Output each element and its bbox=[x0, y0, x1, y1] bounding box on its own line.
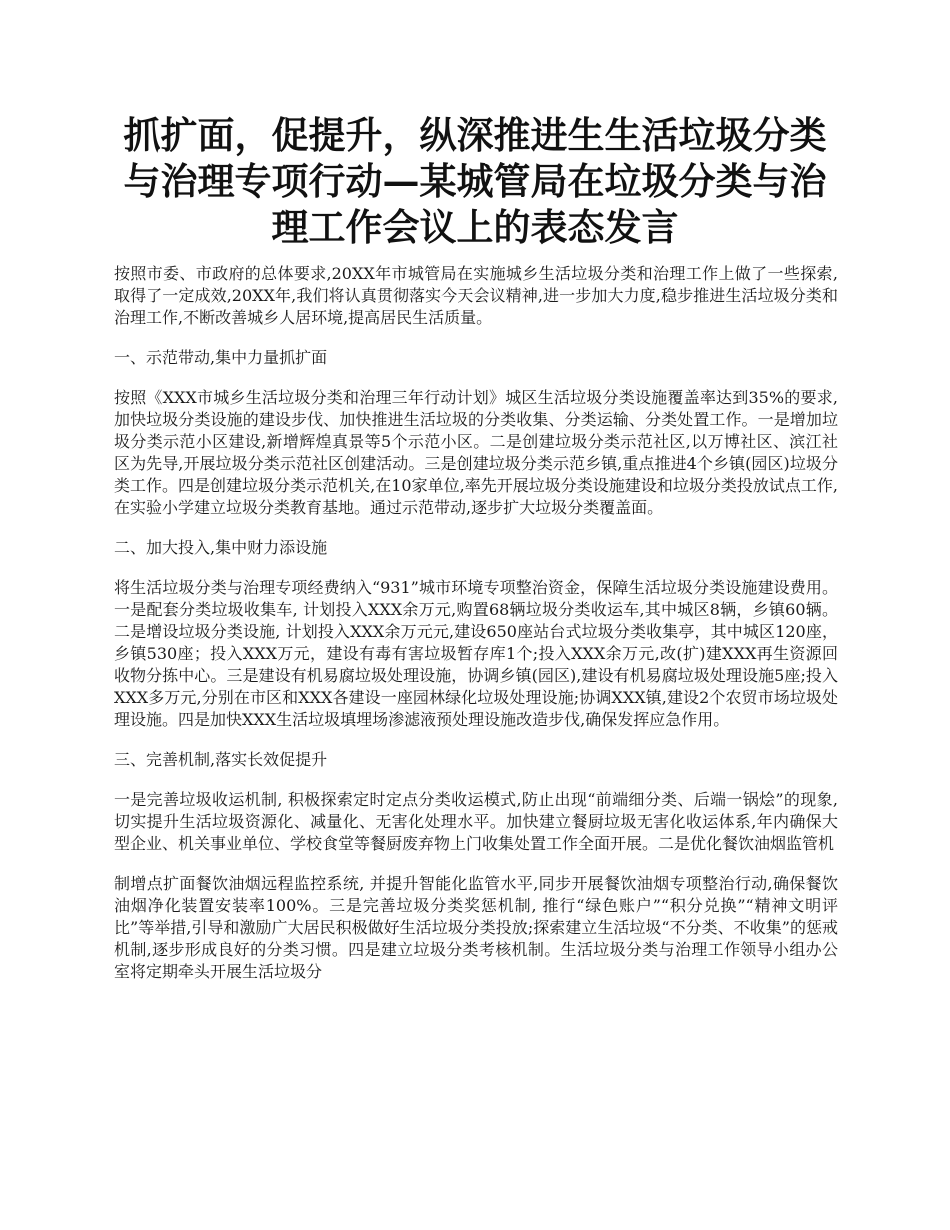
section-heading-3: 三、完善机制,落实长效促提升 bbox=[114, 750, 328, 769]
section-paragraph-2: 将生活垃圾分类与治理专项经费纳入“931”城市环境专项整治资金，保障生活垃圾分类设施建设费用。一是配套分类垃圾收集车, 计划投入XXX余万元,购置68辆垃圾分类收运车,其中城区8辆，乡镇60辆。二是增设垃圾分类设施, 计划投入XXX余万元元,建设650座站台式垃圾分类收集亭，其中城区120座，乡镇530座；投入XXX万元，建设有毒有害垃圾暂存库1个;投入XXX余万元,改(扩)建XXX再生资源回收物分拣中心。三是建设有机易腐垃圾处理设施，协调乡镇(园区),建设有机易腐垃圾处理设施5座;投入XXX多万元,分别在市区和XXX各建设一座园林绿化垃圾处理设施;协调XXX镇,建设2个农贸市场垃圾处理设施。四是加快XXX生活垃圾填埋场渗滤液预处理设施改造步伐,确保发挥应急作用。 bbox=[114, 578, 838, 729]
section-heading-2: 二、加大投入,集中财力添设施 bbox=[114, 538, 328, 557]
document-body bbox=[114, 263, 838, 1001]
section-paragraph-4: 制增点扩面餐饮油烟远程监控系统, 并提升智能化监管水平,同步开展餐饮油烟专项整治行动,确保餐饮油烟净化装置安装率100%。三是完善垃圾分类奖惩机制, 推行“绿色账户”“积分兑换”“精神文明评比”等举措,引导和激励广大居民积极做好生活垃圾分类投放;探索建立生活垃圾“不分类、不收集”的惩戒机制,逐步形成良好的分类习惯。四是建立垃圾分类考核机制。生活垃圾分类与治理工作领导小组办公室将定期牵头开展生活垃圾分 bbox=[114, 874, 838, 981]
section-heading-1: 一、示范带动,集中力量抓扩面 bbox=[114, 348, 328, 367]
section-paragraph-1: 按照《XXX市城乡生活垃圾分类和治理三年行动计划》城区生活垃圾分类设施覆盖率达到35%的要求,加快垃圾分类设施的建设步伐、加快推进生活垃圾的分类收集、分类运输、分类处置工作。一是增加垃圾分类示范小区建设,新增辉煌真景等5个示范小区。二是创建垃圾分类示范社区,以万博社区、滨江社区为先导,开展垃圾分类示范社区创建活动。三是创建垃圾分类示范乡镇,重点推进4个乡镇(园区)垃圾分类工作。四是创建垃圾分类示范机关,在10家单位,率先开展垃圾分类设施建设和垃圾分类投放试点工作,在实验小学建立垃圾分类教育基地。通过示范带动,逐步扩大垃圾分类覆盖面。 bbox=[114, 388, 838, 517]
section-paragraph-3: 一是完善垃圾收运机制, 积极探索定时定点分类收运模式,防止出现“前端细分类、后端一锅烩”的现象,切实提升生活垃圾资源化、减量化、无害化处理水平。加快建立餐厨垃圾无害化收运体系,年内确保大型企业、机关事业单位、学校食堂等餐厨废弃物上门收集处置工作全面开展。二是优化餐饮油烟监管机 bbox=[114, 790, 838, 853]
document-title: 抓扩面，促提升，纵深推进生生活垃圾分类与治理专项行动—某城管局在垃圾分类与治理工作会议上的表态发言 bbox=[123, 113, 827, 249]
intro-paragraph: 按照市委、市政府的总体要求,20XX年市城管局在实施城乡生活垃圾分类和治理工作上做了一些探索,取得了一定成效,20XX年,我们将认真贯彻落实今天会议精神,进一步加大力度,稳步推进生活垃圾分类和治理工作,不断改善城乡人居环境,提高居民生活质量。 bbox=[114, 264, 838, 327]
